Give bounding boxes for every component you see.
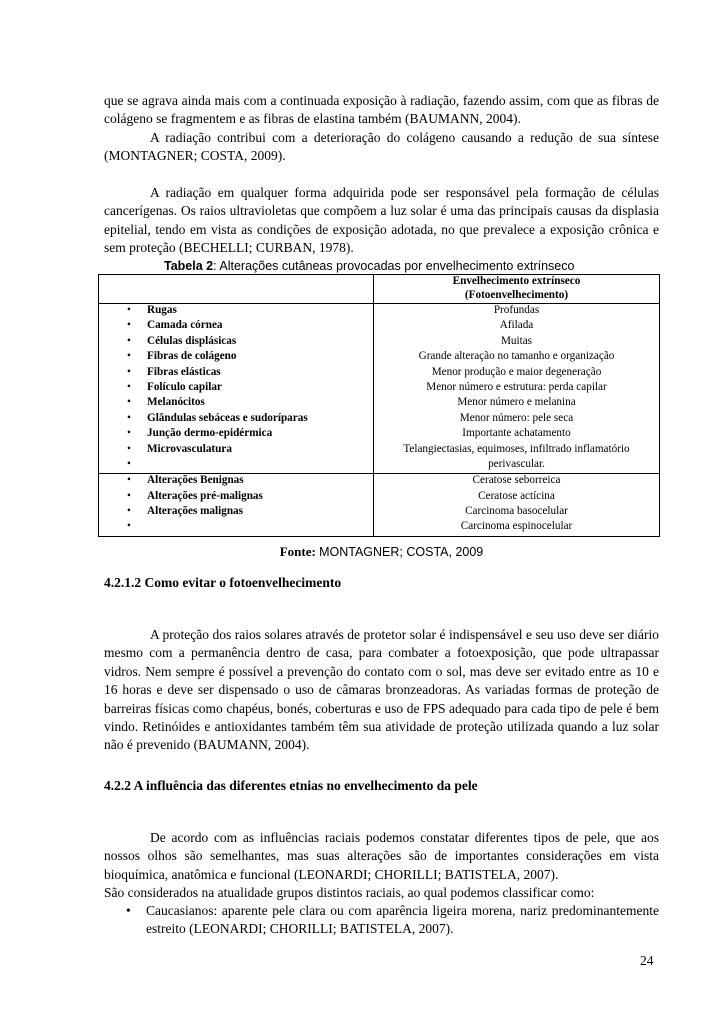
table-value: Importante achatamento [462,427,571,440]
list-spacer [103,520,369,535]
paragraph-cancer-cells: A radiação em qualquer forma adquirida pode ser responsável pela formação de células cancerígenas. Os raios ultravioletas que compõem a luz solar é uma das principais causas da displasia epitelial, tendo em vista as condições de exposição adotada, no que prevalece a exposição crônica e sem proteção (BECHELLI; CURBAN, 1978). [104,185,659,256]
ethnic-groups-list [104,902,659,939]
structures-cell [99,304,374,474]
list-item: • Caucasianos: aparente pele clara ou com aparência ligeira morena, nariz predominantemente estreito (LEONARDI; CHORILLI; BATISTELA, 2007). [104,902,659,939]
section-heading-photoaging: 4.2.1.2 Como evitar o fotoenvelhecimento [104,575,342,590]
list-item: • Alterações pré-malignas [103,490,369,505]
section-heading-ethnicities: 4.2.2 A influência das diferentes etnias no envelhecimento da pele [104,778,478,793]
alterations-cell [99,474,374,537]
table-header-row [99,275,660,304]
list-item: • Alterações Benignas [103,474,369,489]
table-value: Profundas [493,304,540,316]
paragraph-racial-influences: De acordo com as influências raciais podemos constatar diferentes tipos de pele, que aos nossos olhos são semelhantes, mas suas alterações são de importantes considerações em vista bioquímica, anatômica e funcional (LEONARDI; CHORILLI; BATISTELA, 2007). [104,830,659,882]
paragraph-collagen: que se agrava ainda mais com a continuada exposição à radiação, fazendo assim, com que as fibras de colágeno se fragmentem e as fibras de elastina também (BAUMANN, 2004). [104,93,659,127]
list-item: • Células displásicas [103,335,369,350]
list-item: • Junção dermo-epidérmica [103,427,369,442]
source-text: MONTAGNER; COSTA, 2009 [319,545,484,559]
table-value: Menor número e estrutura: perda capilar [426,380,607,393]
list-item: • Alterações malignas [103,505,369,520]
table-row-structures [99,304,660,474]
list-item: • Glândulas sebáceas e sudoríparas [103,412,369,427]
alterations-values-cell [374,474,660,537]
structures-values-cell [374,304,660,474]
list-item: • Rugas [103,304,369,319]
list-item: • Camada córnea [103,319,369,334]
table-header-cell [374,275,660,304]
list-item: • Fibras elásticas [103,366,369,381]
table-value: Ceratose seborreica [472,474,561,487]
table-value: Menor número: pele seca [459,411,574,424]
list-item: • Melanócitos [103,396,369,411]
list-item: • Microvasculatura [103,443,369,458]
table-value: Telangiectasias, equimoses, infiltrado inflamatório [403,442,630,455]
table-caption-text: : Alterações cutâneas provocadas por envelhecimento extrínseco [213,259,575,273]
table-caption [104,258,659,274]
list-item: • Folículo capilar [103,381,369,396]
table-value: Carcinoma basocelular [465,505,568,518]
table-value: Muitas [500,334,533,347]
table-header-line2: (Fotoenvelhecimento) [464,288,569,301]
source-label: Fonte: [279,544,316,559]
table-value: perivascular. [488,457,545,470]
table-value: Grande alteração no tamanho e organização [418,350,615,363]
table-header-line1: Envelhecimento extrínseco [452,275,581,287]
table-source [104,544,659,560]
table-value: Menor produção e maior degeneração [431,365,602,378]
paragraph-radiation-collagen: A radiação contribui com a deterioração do colágeno causando a redução de sua síntese (MONTAGNER; COSTA, 2009). [104,130,659,164]
skin-changes-table [98,274,660,537]
table-value: Carcinoma espinocelular [460,520,573,533]
table-value: Menor número e melanina [457,396,576,409]
paragraph-racial-groups: São considerados na atualidade grupos distintos raciais, ao qual podemos classificar como: [104,885,595,900]
table-header-empty [99,275,374,304]
table-caption-label: Tabela 2 [164,259,214,273]
list-spacer [103,458,369,473]
table-value: Afilada [499,319,534,332]
page-number: 24 [640,953,654,968]
paragraph-sun-protection: A proteção dos raios solares através de protetor solar é indispensável e seu uso deve ser diário mesmo com a permanência dentro de casa, para combater a fotoexposição, que pode ultrapassar vidros. Nem sempre é possível a prevenção do contato com o sol, mas deve ser evitado entre as 10 e 16 horas e deve ser dispensado o uso de câmaras bronzeadoras. As variadas formas de proteção de barreiras físicas como chapéus, bonés, coberturas e uso de FPS adequado para cada tipo de pele é bem vindo. Retinóides e antioxidantes também têm sua atividade de proteção utilizada quando a luz solar não é prevenido (BAUMANN, 2004). [104,627,659,753]
table-row-alterations [99,474,660,537]
list-item: • Fibras de colágeno [103,350,369,365]
table-value: Ceratose actícina [478,489,555,502]
